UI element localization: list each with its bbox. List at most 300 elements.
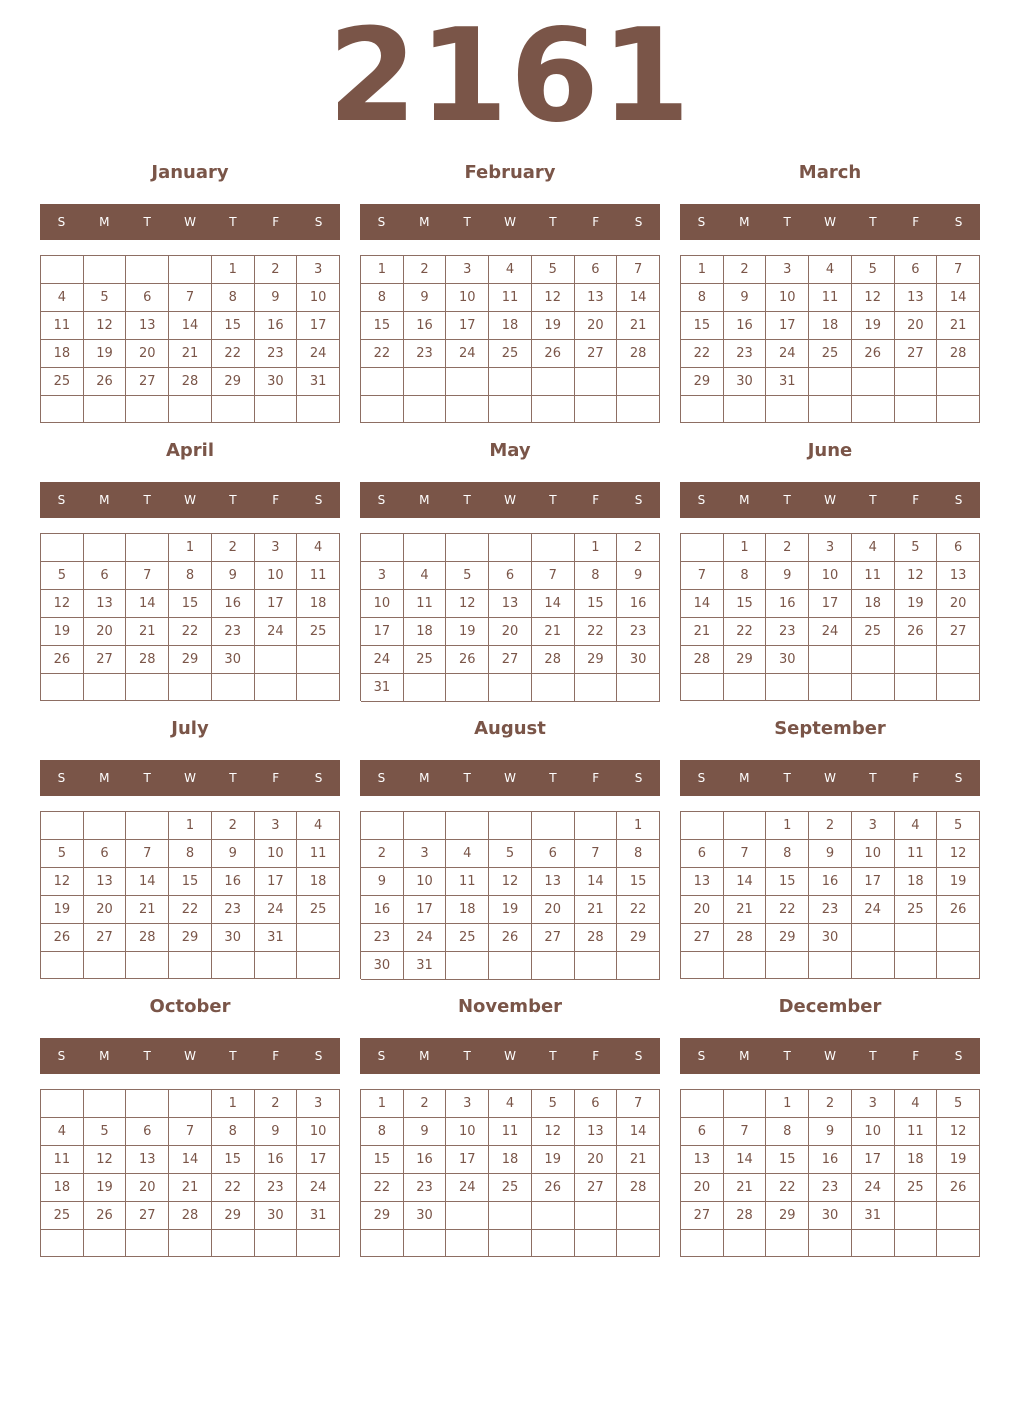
day-cell[interactable]: 20 xyxy=(84,896,127,924)
day-cell[interactable]: 14 xyxy=(617,1118,660,1146)
day-cell[interactable]: 26 xyxy=(937,896,980,924)
day-cell[interactable]: 19 xyxy=(532,312,575,340)
day-cell[interactable]: 7 xyxy=(169,1118,212,1146)
day-cell[interactable]: 8 xyxy=(681,284,724,312)
day-cell[interactable]: 25 xyxy=(297,618,340,646)
day-cell[interactable]: 5 xyxy=(937,1090,980,1118)
day-cell[interactable]: 29 xyxy=(575,646,618,674)
day-cell[interactable]: 2 xyxy=(255,1090,298,1118)
day-cell[interactable]: 19 xyxy=(446,618,489,646)
day-cell[interactable]: 23 xyxy=(212,896,255,924)
day-cell[interactable]: 28 xyxy=(681,646,724,674)
day-cell[interactable]: 13 xyxy=(532,868,575,896)
day-cell[interactable]: 4 xyxy=(446,840,489,868)
day-cell[interactable]: 4 xyxy=(489,1090,532,1118)
day-cell[interactable]: 14 xyxy=(681,590,724,618)
day-cell[interactable]: 15 xyxy=(169,868,212,896)
day-cell[interactable]: 29 xyxy=(617,924,660,952)
day-cell[interactable]: 30 xyxy=(404,1202,447,1230)
day-cell[interactable]: 22 xyxy=(766,896,809,924)
day-cell[interactable]: 25 xyxy=(489,340,532,368)
day-cell[interactable]: 18 xyxy=(489,1146,532,1174)
day-cell[interactable]: 26 xyxy=(41,646,84,674)
day-cell[interactable]: 14 xyxy=(937,284,980,312)
day-cell[interactable]: 1 xyxy=(617,812,660,840)
day-cell[interactable]: 25 xyxy=(809,340,852,368)
day-cell[interactable]: 26 xyxy=(446,646,489,674)
day-cell[interactable]: 18 xyxy=(895,868,938,896)
day-cell[interactable]: 27 xyxy=(681,924,724,952)
day-cell[interactable]: 30 xyxy=(255,368,298,396)
day-cell[interactable]: 6 xyxy=(84,840,127,868)
day-cell[interactable]: 7 xyxy=(937,256,980,284)
day-cell[interactable]: 2 xyxy=(404,256,447,284)
day-cell[interactable]: 15 xyxy=(681,312,724,340)
day-cell[interactable]: 6 xyxy=(575,1090,618,1118)
day-cell[interactable]: 1 xyxy=(169,812,212,840)
day-cell[interactable]: 26 xyxy=(852,340,895,368)
day-cell[interactable]: 24 xyxy=(446,1174,489,1202)
day-cell[interactable]: 1 xyxy=(361,1090,404,1118)
day-cell[interactable]: 16 xyxy=(212,868,255,896)
day-cell[interactable]: 19 xyxy=(84,1174,127,1202)
day-cell[interactable]: 30 xyxy=(809,924,852,952)
day-cell[interactable]: 9 xyxy=(255,1118,298,1146)
day-cell[interactable]: 22 xyxy=(212,1174,255,1202)
day-cell[interactable]: 15 xyxy=(212,312,255,340)
day-cell[interactable]: 10 xyxy=(297,1118,340,1146)
day-cell[interactable]: 22 xyxy=(361,1174,404,1202)
day-cell[interactable]: 2 xyxy=(766,534,809,562)
day-cell[interactable]: 19 xyxy=(84,340,127,368)
day-cell[interactable]: 16 xyxy=(212,590,255,618)
day-cell[interactable]: 11 xyxy=(852,562,895,590)
day-cell[interactable]: 29 xyxy=(766,1202,809,1230)
day-cell[interactable]: 21 xyxy=(724,896,767,924)
day-cell[interactable]: 26 xyxy=(532,340,575,368)
day-cell[interactable]: 4 xyxy=(41,1118,84,1146)
day-cell[interactable]: 18 xyxy=(404,618,447,646)
day-cell[interactable]: 12 xyxy=(489,868,532,896)
day-cell[interactable]: 23 xyxy=(404,340,447,368)
day-cell[interactable]: 23 xyxy=(617,618,660,646)
day-cell[interactable]: 18 xyxy=(489,312,532,340)
day-cell[interactable]: 5 xyxy=(937,812,980,840)
day-cell[interactable]: 20 xyxy=(681,1174,724,1202)
day-cell[interactable]: 28 xyxy=(126,646,169,674)
day-cell[interactable]: 27 xyxy=(681,1202,724,1230)
day-cell[interactable]: 10 xyxy=(404,868,447,896)
day-cell[interactable]: 9 xyxy=(809,840,852,868)
day-cell[interactable]: 15 xyxy=(361,312,404,340)
day-cell[interactable]: 28 xyxy=(169,1202,212,1230)
day-cell[interactable]: 14 xyxy=(169,1146,212,1174)
day-cell[interactable]: 22 xyxy=(361,340,404,368)
day-cell[interactable]: 2 xyxy=(617,534,660,562)
day-cell[interactable]: 24 xyxy=(766,340,809,368)
day-cell[interactable]: 9 xyxy=(404,1118,447,1146)
day-cell[interactable]: 21 xyxy=(575,896,618,924)
day-cell[interactable]: 19 xyxy=(852,312,895,340)
day-cell[interactable]: 20 xyxy=(489,618,532,646)
day-cell[interactable]: 25 xyxy=(489,1174,532,1202)
day-cell[interactable]: 12 xyxy=(446,590,489,618)
day-cell[interactable]: 28 xyxy=(617,1174,660,1202)
day-cell[interactable]: 3 xyxy=(255,534,298,562)
day-cell[interactable]: 14 xyxy=(575,868,618,896)
day-cell[interactable]: 25 xyxy=(404,646,447,674)
day-cell[interactable]: 23 xyxy=(724,340,767,368)
day-cell[interactable]: 11 xyxy=(489,284,532,312)
day-cell[interactable]: 31 xyxy=(361,674,404,702)
day-cell[interactable]: 3 xyxy=(446,256,489,284)
day-cell[interactable]: 9 xyxy=(766,562,809,590)
day-cell[interactable]: 13 xyxy=(489,590,532,618)
day-cell[interactable]: 10 xyxy=(852,1118,895,1146)
day-cell[interactable]: 4 xyxy=(404,562,447,590)
day-cell[interactable]: 12 xyxy=(532,284,575,312)
day-cell[interactable]: 14 xyxy=(169,312,212,340)
day-cell[interactable]: 12 xyxy=(41,590,84,618)
day-cell[interactable]: 5 xyxy=(895,534,938,562)
day-cell[interactable]: 15 xyxy=(575,590,618,618)
day-cell[interactable]: 25 xyxy=(41,1202,84,1230)
day-cell[interactable]: 23 xyxy=(361,924,404,952)
day-cell[interactable]: 17 xyxy=(404,896,447,924)
day-cell[interactable]: 23 xyxy=(212,618,255,646)
day-cell[interactable]: 8 xyxy=(212,1118,255,1146)
day-cell[interactable]: 13 xyxy=(937,562,980,590)
day-cell[interactable]: 23 xyxy=(809,1174,852,1202)
day-cell[interactable]: 5 xyxy=(84,284,127,312)
day-cell[interactable]: 21 xyxy=(937,312,980,340)
day-cell[interactable]: 30 xyxy=(212,924,255,952)
day-cell[interactable]: 31 xyxy=(852,1202,895,1230)
day-cell[interactable]: 27 xyxy=(575,1174,618,1202)
day-cell[interactable]: 21 xyxy=(126,618,169,646)
day-cell[interactable]: 30 xyxy=(809,1202,852,1230)
day-cell[interactable]: 19 xyxy=(489,896,532,924)
day-cell[interactable]: 4 xyxy=(297,812,340,840)
day-cell[interactable]: 9 xyxy=(255,284,298,312)
day-cell[interactable]: 20 xyxy=(126,1174,169,1202)
day-cell[interactable]: 23 xyxy=(404,1174,447,1202)
day-cell[interactable]: 6 xyxy=(126,284,169,312)
day-cell[interactable]: 3 xyxy=(766,256,809,284)
day-cell[interactable]: 11 xyxy=(41,1146,84,1174)
day-cell[interactable]: 7 xyxy=(724,840,767,868)
day-cell[interactable]: 1 xyxy=(169,534,212,562)
day-cell[interactable]: 6 xyxy=(575,256,618,284)
day-cell[interactable]: 28 xyxy=(169,368,212,396)
day-cell[interactable]: 22 xyxy=(212,340,255,368)
day-cell[interactable]: 5 xyxy=(532,1090,575,1118)
day-cell[interactable]: 9 xyxy=(212,840,255,868)
day-cell[interactable]: 25 xyxy=(41,368,84,396)
day-cell[interactable]: 10 xyxy=(766,284,809,312)
day-cell[interactable]: 31 xyxy=(766,368,809,396)
day-cell[interactable]: 15 xyxy=(724,590,767,618)
day-cell[interactable]: 13 xyxy=(84,590,127,618)
day-cell[interactable]: 13 xyxy=(895,284,938,312)
day-cell[interactable]: 9 xyxy=(724,284,767,312)
day-cell[interactable]: 22 xyxy=(724,618,767,646)
day-cell[interactable]: 30 xyxy=(617,646,660,674)
day-cell[interactable]: 2 xyxy=(212,534,255,562)
day-cell[interactable]: 7 xyxy=(126,562,169,590)
day-cell[interactable]: 11 xyxy=(809,284,852,312)
day-cell[interactable]: 18 xyxy=(446,896,489,924)
day-cell[interactable]: 27 xyxy=(126,1202,169,1230)
day-cell[interactable]: 5 xyxy=(41,562,84,590)
day-cell[interactable]: 24 xyxy=(446,340,489,368)
day-cell[interactable]: 30 xyxy=(212,646,255,674)
day-cell[interactable]: 20 xyxy=(937,590,980,618)
day-cell[interactable]: 30 xyxy=(766,646,809,674)
day-cell[interactable]: 25 xyxy=(297,896,340,924)
day-cell[interactable]: 27 xyxy=(84,924,127,952)
day-cell[interactable]: 21 xyxy=(169,1174,212,1202)
day-cell[interactable]: 3 xyxy=(361,562,404,590)
day-cell[interactable]: 19 xyxy=(937,868,980,896)
day-cell[interactable]: 1 xyxy=(361,256,404,284)
day-cell[interactable]: 20 xyxy=(575,312,618,340)
day-cell[interactable]: 12 xyxy=(937,840,980,868)
day-cell[interactable]: 5 xyxy=(446,562,489,590)
day-cell[interactable]: 29 xyxy=(361,1202,404,1230)
day-cell[interactable]: 18 xyxy=(852,590,895,618)
day-cell[interactable]: 30 xyxy=(361,952,404,980)
day-cell[interactable]: 20 xyxy=(126,340,169,368)
day-cell[interactable]: 12 xyxy=(532,1118,575,1146)
day-cell[interactable]: 23 xyxy=(255,340,298,368)
day-cell[interactable]: 16 xyxy=(255,312,298,340)
day-cell[interactable]: 1 xyxy=(212,256,255,284)
day-cell[interactable]: 20 xyxy=(895,312,938,340)
day-cell[interactable]: 5 xyxy=(489,840,532,868)
day-cell[interactable]: 29 xyxy=(212,1202,255,1230)
day-cell[interactable]: 13 xyxy=(126,1146,169,1174)
day-cell[interactable]: 17 xyxy=(809,590,852,618)
day-cell[interactable]: 9 xyxy=(809,1118,852,1146)
day-cell[interactable]: 20 xyxy=(84,618,127,646)
day-cell[interactable]: 8 xyxy=(766,1118,809,1146)
day-cell[interactable]: 17 xyxy=(766,312,809,340)
day-cell[interactable]: 4 xyxy=(809,256,852,284)
day-cell[interactable]: 1 xyxy=(212,1090,255,1118)
day-cell[interactable]: 13 xyxy=(681,868,724,896)
day-cell[interactable]: 11 xyxy=(297,562,340,590)
day-cell[interactable]: 19 xyxy=(895,590,938,618)
day-cell[interactable]: 26 xyxy=(489,924,532,952)
day-cell[interactable]: 15 xyxy=(212,1146,255,1174)
day-cell[interactable]: 15 xyxy=(766,1146,809,1174)
day-cell[interactable]: 4 xyxy=(895,812,938,840)
day-cell[interactable]: 8 xyxy=(575,562,618,590)
day-cell[interactable]: 31 xyxy=(297,1202,340,1230)
day-cell[interactable]: 24 xyxy=(255,618,298,646)
day-cell[interactable]: 7 xyxy=(169,284,212,312)
day-cell[interactable]: 20 xyxy=(575,1146,618,1174)
day-cell[interactable]: 17 xyxy=(297,1146,340,1174)
day-cell[interactable]: 14 xyxy=(724,1146,767,1174)
day-cell[interactable]: 24 xyxy=(255,896,298,924)
day-cell[interactable]: 2 xyxy=(404,1090,447,1118)
day-cell[interactable]: 26 xyxy=(84,1202,127,1230)
day-cell[interactable]: 18 xyxy=(297,868,340,896)
day-cell[interactable]: 2 xyxy=(724,256,767,284)
day-cell[interactable]: 18 xyxy=(41,340,84,368)
day-cell[interactable]: 2 xyxy=(809,812,852,840)
day-cell[interactable]: 18 xyxy=(809,312,852,340)
day-cell[interactable]: 6 xyxy=(489,562,532,590)
day-cell[interactable]: 16 xyxy=(255,1146,298,1174)
day-cell[interactable]: 8 xyxy=(617,840,660,868)
day-cell[interactable]: 16 xyxy=(404,1146,447,1174)
day-cell[interactable]: 27 xyxy=(84,646,127,674)
day-cell[interactable]: 12 xyxy=(84,312,127,340)
day-cell[interactable]: 12 xyxy=(852,284,895,312)
day-cell[interactable]: 5 xyxy=(852,256,895,284)
day-cell[interactable]: 31 xyxy=(297,368,340,396)
day-cell[interactable]: 19 xyxy=(532,1146,575,1174)
day-cell[interactable]: 15 xyxy=(617,868,660,896)
day-cell[interactable]: 25 xyxy=(446,924,489,952)
day-cell[interactable]: 29 xyxy=(169,924,212,952)
day-cell[interactable]: 5 xyxy=(532,256,575,284)
day-cell[interactable]: 3 xyxy=(852,812,895,840)
day-cell[interactable]: 22 xyxy=(681,340,724,368)
day-cell[interactable]: 17 xyxy=(852,1146,895,1174)
day-cell[interactable]: 17 xyxy=(255,590,298,618)
day-cell[interactable]: 3 xyxy=(297,256,340,284)
day-cell[interactable]: 24 xyxy=(852,896,895,924)
day-cell[interactable]: 2 xyxy=(212,812,255,840)
day-cell[interactable]: 6 xyxy=(681,840,724,868)
day-cell[interactable]: 13 xyxy=(84,868,127,896)
day-cell[interactable]: 13 xyxy=(681,1146,724,1174)
day-cell[interactable]: 17 xyxy=(255,868,298,896)
day-cell[interactable]: 11 xyxy=(297,840,340,868)
day-cell[interactable]: 14 xyxy=(126,590,169,618)
day-cell[interactable]: 20 xyxy=(681,896,724,924)
day-cell[interactable]: 8 xyxy=(212,284,255,312)
day-cell[interactable]: 12 xyxy=(41,868,84,896)
day-cell[interactable]: 26 xyxy=(937,1174,980,1202)
day-cell[interactable]: 30 xyxy=(255,1202,298,1230)
day-cell[interactable]: 9 xyxy=(361,868,404,896)
day-cell[interactable]: 17 xyxy=(361,618,404,646)
day-cell[interactable]: 24 xyxy=(852,1174,895,1202)
day-cell[interactable]: 20 xyxy=(532,896,575,924)
day-cell[interactable]: 10 xyxy=(446,1118,489,1146)
day-cell[interactable]: 25 xyxy=(852,618,895,646)
day-cell[interactable]: 1 xyxy=(766,1090,809,1118)
day-cell[interactable]: 16 xyxy=(404,312,447,340)
day-cell[interactable]: 1 xyxy=(766,812,809,840)
day-cell[interactable]: 29 xyxy=(724,646,767,674)
day-cell[interactable]: 3 xyxy=(809,534,852,562)
day-cell[interactable]: 6 xyxy=(937,534,980,562)
day-cell[interactable]: 27 xyxy=(575,340,618,368)
day-cell[interactable]: 28 xyxy=(724,1202,767,1230)
day-cell[interactable]: 24 xyxy=(361,646,404,674)
day-cell[interactable]: 10 xyxy=(852,840,895,868)
day-cell[interactable]: 7 xyxy=(532,562,575,590)
day-cell[interactable]: 30 xyxy=(724,368,767,396)
day-cell[interactable]: 16 xyxy=(724,312,767,340)
day-cell[interactable]: 18 xyxy=(297,590,340,618)
day-cell[interactable]: 7 xyxy=(617,1090,660,1118)
day-cell[interactable]: 16 xyxy=(766,590,809,618)
day-cell[interactable]: 21 xyxy=(126,896,169,924)
day-cell[interactable]: 27 xyxy=(532,924,575,952)
day-cell[interactable]: 28 xyxy=(126,924,169,952)
day-cell[interactable]: 26 xyxy=(84,368,127,396)
day-cell[interactable]: 16 xyxy=(809,1146,852,1174)
day-cell[interactable]: 10 xyxy=(255,562,298,590)
day-cell[interactable]: 26 xyxy=(532,1174,575,1202)
day-cell[interactable]: 11 xyxy=(895,1118,938,1146)
day-cell[interactable]: 8 xyxy=(169,562,212,590)
day-cell[interactable]: 6 xyxy=(895,256,938,284)
day-cell[interactable]: 19 xyxy=(937,1146,980,1174)
day-cell[interactable]: 21 xyxy=(617,312,660,340)
day-cell[interactable]: 28 xyxy=(575,924,618,952)
day-cell[interactable]: 4 xyxy=(297,534,340,562)
day-cell[interactable]: 26 xyxy=(41,924,84,952)
day-cell[interactable]: 19 xyxy=(41,896,84,924)
day-cell[interactable]: 29 xyxy=(766,924,809,952)
day-cell[interactable]: 24 xyxy=(404,924,447,952)
day-cell[interactable]: 10 xyxy=(255,840,298,868)
day-cell[interactable]: 4 xyxy=(852,534,895,562)
day-cell[interactable]: 14 xyxy=(617,284,660,312)
day-cell[interactable]: 25 xyxy=(895,1174,938,1202)
day-cell[interactable]: 10 xyxy=(446,284,489,312)
day-cell[interactable]: 27 xyxy=(895,340,938,368)
day-cell[interactable]: 3 xyxy=(255,812,298,840)
day-cell[interactable]: 18 xyxy=(41,1174,84,1202)
day-cell[interactable]: 16 xyxy=(361,896,404,924)
day-cell[interactable]: 2 xyxy=(361,840,404,868)
day-cell[interactable]: 3 xyxy=(297,1090,340,1118)
day-cell[interactable]: 9 xyxy=(617,562,660,590)
day-cell[interactable]: 7 xyxy=(575,840,618,868)
day-cell[interactable]: 8 xyxy=(361,1118,404,1146)
day-cell[interactable]: 23 xyxy=(809,896,852,924)
day-cell[interactable]: 8 xyxy=(361,284,404,312)
day-cell[interactable]: 21 xyxy=(681,618,724,646)
day-cell[interactable]: 22 xyxy=(169,618,212,646)
day-cell[interactable]: 7 xyxy=(617,256,660,284)
day-cell[interactable]: 2 xyxy=(809,1090,852,1118)
day-cell[interactable]: 15 xyxy=(169,590,212,618)
day-cell[interactable]: 14 xyxy=(532,590,575,618)
day-cell[interactable]: 1 xyxy=(681,256,724,284)
day-cell[interactable]: 24 xyxy=(297,1174,340,1202)
day-cell[interactable]: 28 xyxy=(532,646,575,674)
day-cell[interactable]: 11 xyxy=(41,312,84,340)
day-cell[interactable]: 17 xyxy=(852,868,895,896)
day-cell[interactable]: 3 xyxy=(404,840,447,868)
day-cell[interactable]: 7 xyxy=(724,1118,767,1146)
day-cell[interactable]: 31 xyxy=(404,952,447,980)
day-cell[interactable]: 24 xyxy=(809,618,852,646)
day-cell[interactable]: 22 xyxy=(766,1174,809,1202)
day-cell[interactable]: 15 xyxy=(766,868,809,896)
day-cell[interactable]: 28 xyxy=(724,924,767,952)
